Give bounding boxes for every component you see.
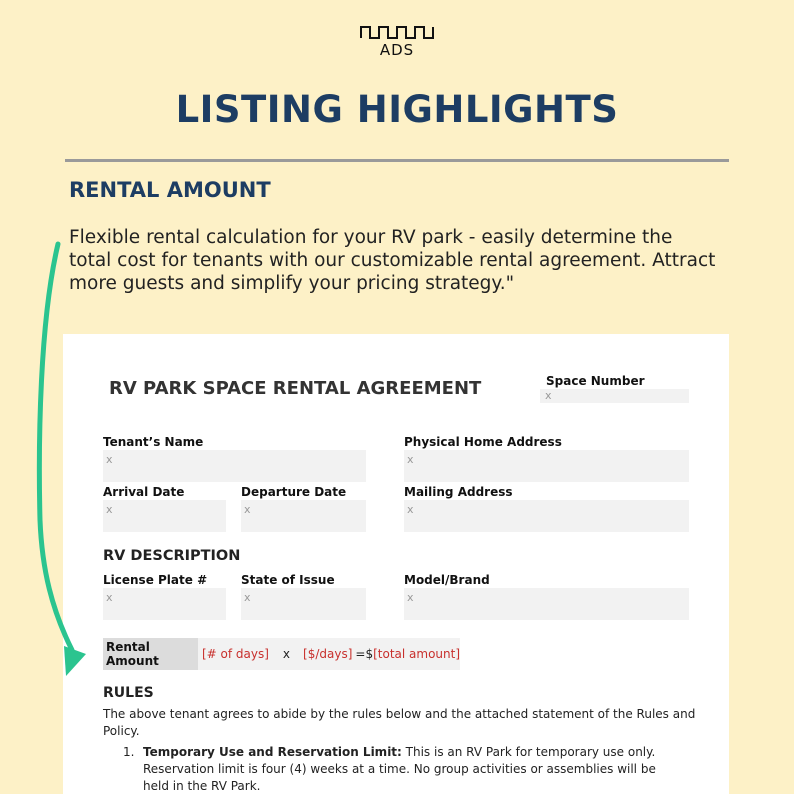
page-title: LISTING HIGHLIGHTS [175, 88, 619, 131]
multiply-sign: x [282, 647, 291, 661]
rules-intro: The above tenant agrees to abide by the rules below and the attached statement of the Rules and Policy. [103, 707, 696, 738]
space-number-label: Space Number [546, 374, 645, 388]
state-of-issue-field[interactable]: x [241, 588, 366, 620]
arrival-date-label: Arrival Date [103, 485, 185, 499]
space-number-field[interactable]: x [540, 389, 689, 403]
total-placeholder[interactable]: [total amount] [373, 647, 461, 661]
rule-text: This is an RV Park for temporary use only. Reservation limit is four (4) weeks at a time. No group activities or assemblies will be held in the RV Park. [143, 745, 656, 793]
rate-placeholder[interactable]: [$/days] [303, 647, 353, 661]
tenant-name-field[interactable]: x [103, 450, 366, 482]
mailing-address-field[interactable]: x [404, 500, 689, 532]
logo-text: ADS [379, 41, 415, 59]
model-brand-field[interactable]: x [404, 588, 689, 620]
license-plate-label: License Plate # [103, 573, 208, 587]
rule-number: 1. [123, 745, 135, 759]
license-plate-field[interactable]: x [103, 588, 226, 620]
rental-amount-label: Rental Amount [103, 638, 198, 670]
intro-paragraph: Flexible rental calculation for your RV park - easily determine the total cost for tenants with our customizable rental agreement. Attract more guests and simplify your pricing strategy." [69, 227, 716, 294]
tenant-name-label: Tenant’s Name [103, 435, 204, 449]
rule-title: Temporary Use and Reservation Limit: [143, 745, 402, 759]
home-address-field[interactable]: x [404, 450, 689, 482]
rules-heading: RULES [103, 685, 154, 701]
mailing-address-label: Mailing Address [404, 485, 513, 499]
state-of-issue-label: State of Issue [241, 573, 335, 587]
rv-description-heading: RV DESCRIPTION [103, 548, 241, 564]
departure-date-field[interactable]: x [241, 500, 366, 532]
home-address-label: Physical Home Address [404, 435, 562, 449]
days-placeholder[interactable]: [# of days] [201, 647, 269, 661]
document-title: RV PARK SPACE RENTAL AGREEMENT [109, 378, 482, 399]
section-title: RENTAL AMOUNT [69, 178, 271, 202]
arrival-date-field[interactable]: x [103, 500, 226, 532]
departure-date-label: Departure Date [241, 485, 347, 499]
equals-sign: =$ [355, 647, 374, 661]
model-brand-label: Model/Brand [404, 573, 490, 587]
